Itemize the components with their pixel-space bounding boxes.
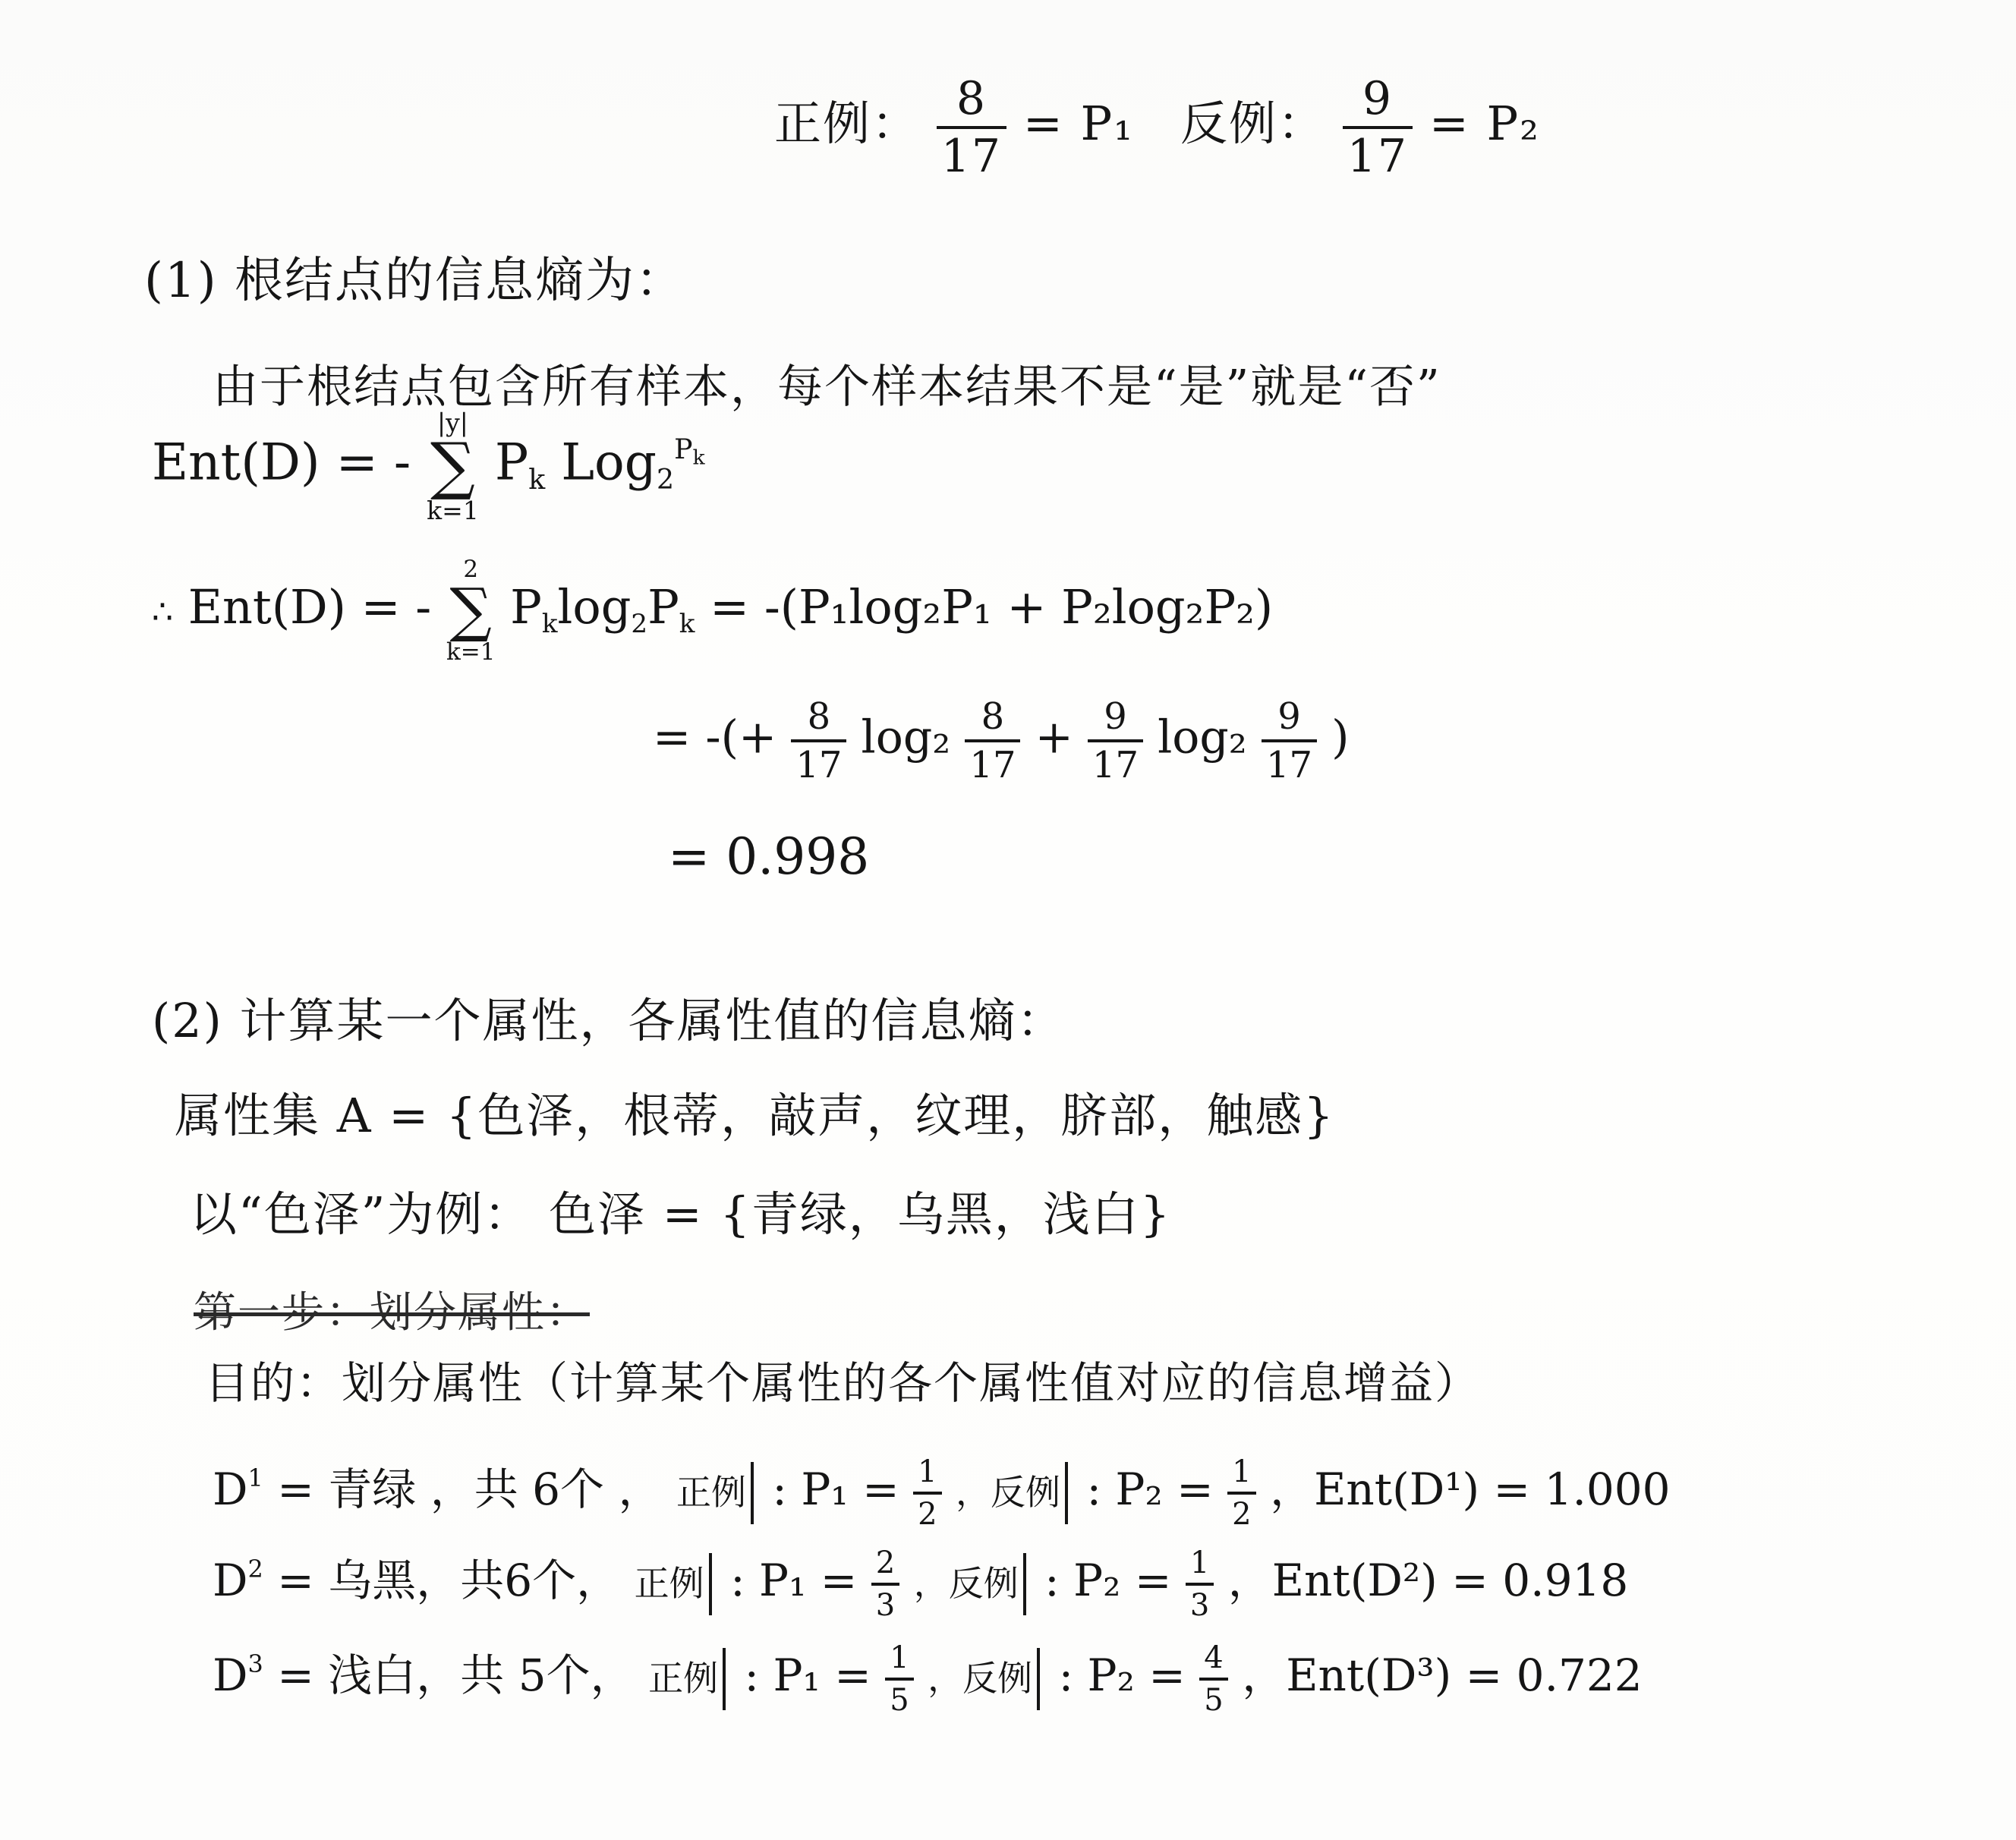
d2-entropy: ，Ent(D²) = 0.918 [1227, 1555, 1629, 1606]
d2-p2-num: 1 [1189, 1545, 1210, 1580]
frac2-num: 8 [981, 695, 1005, 738]
frac1-num: 8 [807, 695, 831, 738]
therefore-symbol: ∴ [152, 592, 173, 632]
sum-lower-limit: k=1 [427, 495, 479, 525]
d3-p1: : P₁ = [744, 1649, 871, 1701]
d3-p2-den: 5 [1204, 1682, 1224, 1718]
d3-p2: : P₂ = [1058, 1649, 1186, 1701]
positive-variable: = P₁ [1022, 96, 1135, 152]
d2-superscript: 2 [247, 1555, 263, 1584]
negative-label: 反例： [1180, 96, 1327, 152]
d1-symbol: D [213, 1463, 248, 1515]
section1-explanation: 由于根结点包含所有样本，每个样本结果不是“是”就是“否” [213, 361, 1441, 414]
negative-fraction [1343, 72, 1413, 183]
entropy-lhs: Ent(D) = - [152, 433, 411, 492]
log-argument: P [674, 433, 693, 466]
d2-name: = 乌黑，共6个， [277, 1555, 621, 1606]
row-d1 [213, 1454, 1671, 1530]
d1-entropy: ，Ent(D¹) = 1.000 [1270, 1463, 1671, 1515]
d3-positive-label: 正例 [648, 1658, 719, 1699]
negative-ratio [1180, 72, 1541, 183]
sum-symbol-specific: 2 ∑ k=1 [446, 556, 496, 666]
color-example: 以“色泽”为例： 色泽 = {青绿，乌黑，浅白} [190, 1186, 1172, 1242]
negative-numerator: 9 [1362, 72, 1393, 125]
attribute-set: 属性集 A = {色泽，根蒂，敲声，纹理，脐部，触感} [175, 1088, 1335, 1143]
p-term-sub: k [528, 462, 546, 496]
section1-title: (1) 根结点的信息熵为： [144, 253, 685, 309]
positive-ratio [774, 72, 1135, 183]
sum-upper-specific: 2 [463, 556, 479, 583]
d3-p2-num: 4 [1204, 1640, 1224, 1675]
d1-name: = 青绿 ，共 6个 ， [277, 1463, 663, 1515]
d3-symbol: D [213, 1649, 248, 1701]
d1-p1: : P₁ = [772, 1463, 899, 1515]
substitution-suffix: ) [1331, 710, 1350, 764]
d2-p1: : P₁ = [730, 1555, 858, 1606]
d3-p1-den: 5 [890, 1682, 909, 1718]
plus-sign: + [1035, 710, 1073, 764]
d2-p1-num: 2 [875, 1545, 896, 1580]
d3-superscript: 3 [247, 1649, 263, 1679]
frac4-num: 9 [1277, 695, 1301, 738]
log-term: Log [561, 433, 657, 492]
d2-p1-den: 3 [875, 1587, 896, 1623]
positive-numerator: 8 [956, 72, 987, 125]
sum-symbol: |y| ∑ k=1 [427, 408, 479, 525]
expanded-expression: = -(P₁log₂P₁ + P₂log₂P₂) [710, 578, 1274, 635]
d2-positive-label: 正例 [634, 1563, 704, 1604]
log-base: 2 [657, 462, 675, 496]
entropy-substitution [653, 695, 1350, 786]
d2-p2-den: 3 [1189, 1587, 1210, 1623]
d2-symbol: D [213, 1555, 248, 1606]
positive-label: 正例： [774, 96, 921, 152]
positive-denominator: 17 [940, 130, 1003, 183]
frac1-den: 17 [795, 744, 843, 786]
sum-upper-limit: |y| [437, 408, 468, 437]
d1-p1-den: 2 [918, 1496, 937, 1532]
d3-p1-num: 1 [890, 1640, 909, 1675]
negative-denominator: 17 [1347, 130, 1409, 183]
entropy-specific-formula: ∴ Ent(D) = - 2 ∑ k=1 $P_k\log_2P_k = -(P_1\log_2P_1 + P_2\log_2P_2)$ [152, 556, 1274, 666]
d1-p1-num: 1 [918, 1454, 937, 1489]
d1-superscript: 1 [247, 1463, 263, 1493]
frac3-num: 9 [1104, 695, 1127, 738]
frac3-den: 17 [1091, 744, 1139, 786]
d1-p2-den: 2 [1232, 1496, 1252, 1532]
entropy-result: = 0.998 [668, 827, 870, 886]
frac4-den: 17 [1265, 744, 1313, 786]
entropy-specific-lhs: Ent(D) = - [187, 578, 432, 635]
d1-p2-num: 1 [1232, 1454, 1252, 1489]
substitution-prefix: = -(+ [653, 710, 777, 764]
crossed-out-step: 第一步：划分属性： [194, 1288, 590, 1337]
p-term: P [494, 433, 529, 492]
frac2-den: 17 [969, 744, 1016, 786]
d1-negative-label: ，反例 [956, 1472, 1060, 1513]
d1-p2: : P₂ = [1086, 1463, 1214, 1515]
positive-fraction [937, 72, 1006, 183]
log-2: log₂ [1158, 710, 1247, 764]
d2-negative-label: ，反例 [913, 1563, 1019, 1604]
d3-name: = 浅白，共 5个， [277, 1649, 635, 1701]
d3-negative-label: ，反例 [928, 1658, 1033, 1699]
negative-variable: = P₂ [1429, 96, 1541, 152]
d1-positive-label: 正例 [676, 1472, 746, 1513]
d2-p2: : P₂ = [1044, 1555, 1172, 1606]
section2-title: (2) 计算某一个属性，各属性值的信息熵： [152, 993, 1066, 1048]
d3-entropy: ，Ent(D³) = 0.722 [1242, 1649, 1643, 1701]
sum-lower-specific: k=1 [446, 638, 496, 666]
row-d2 [213, 1545, 1628, 1621]
row-d3 [213, 1640, 1643, 1716]
entropy-general-formula [152, 410, 705, 523]
purpose-line: 目的：划分属性（计算某个属性的各个属性值对应的信息增益） [205, 1357, 1481, 1409]
log-1: log₂ [861, 710, 951, 764]
log-argument-sub: k [692, 446, 705, 470]
